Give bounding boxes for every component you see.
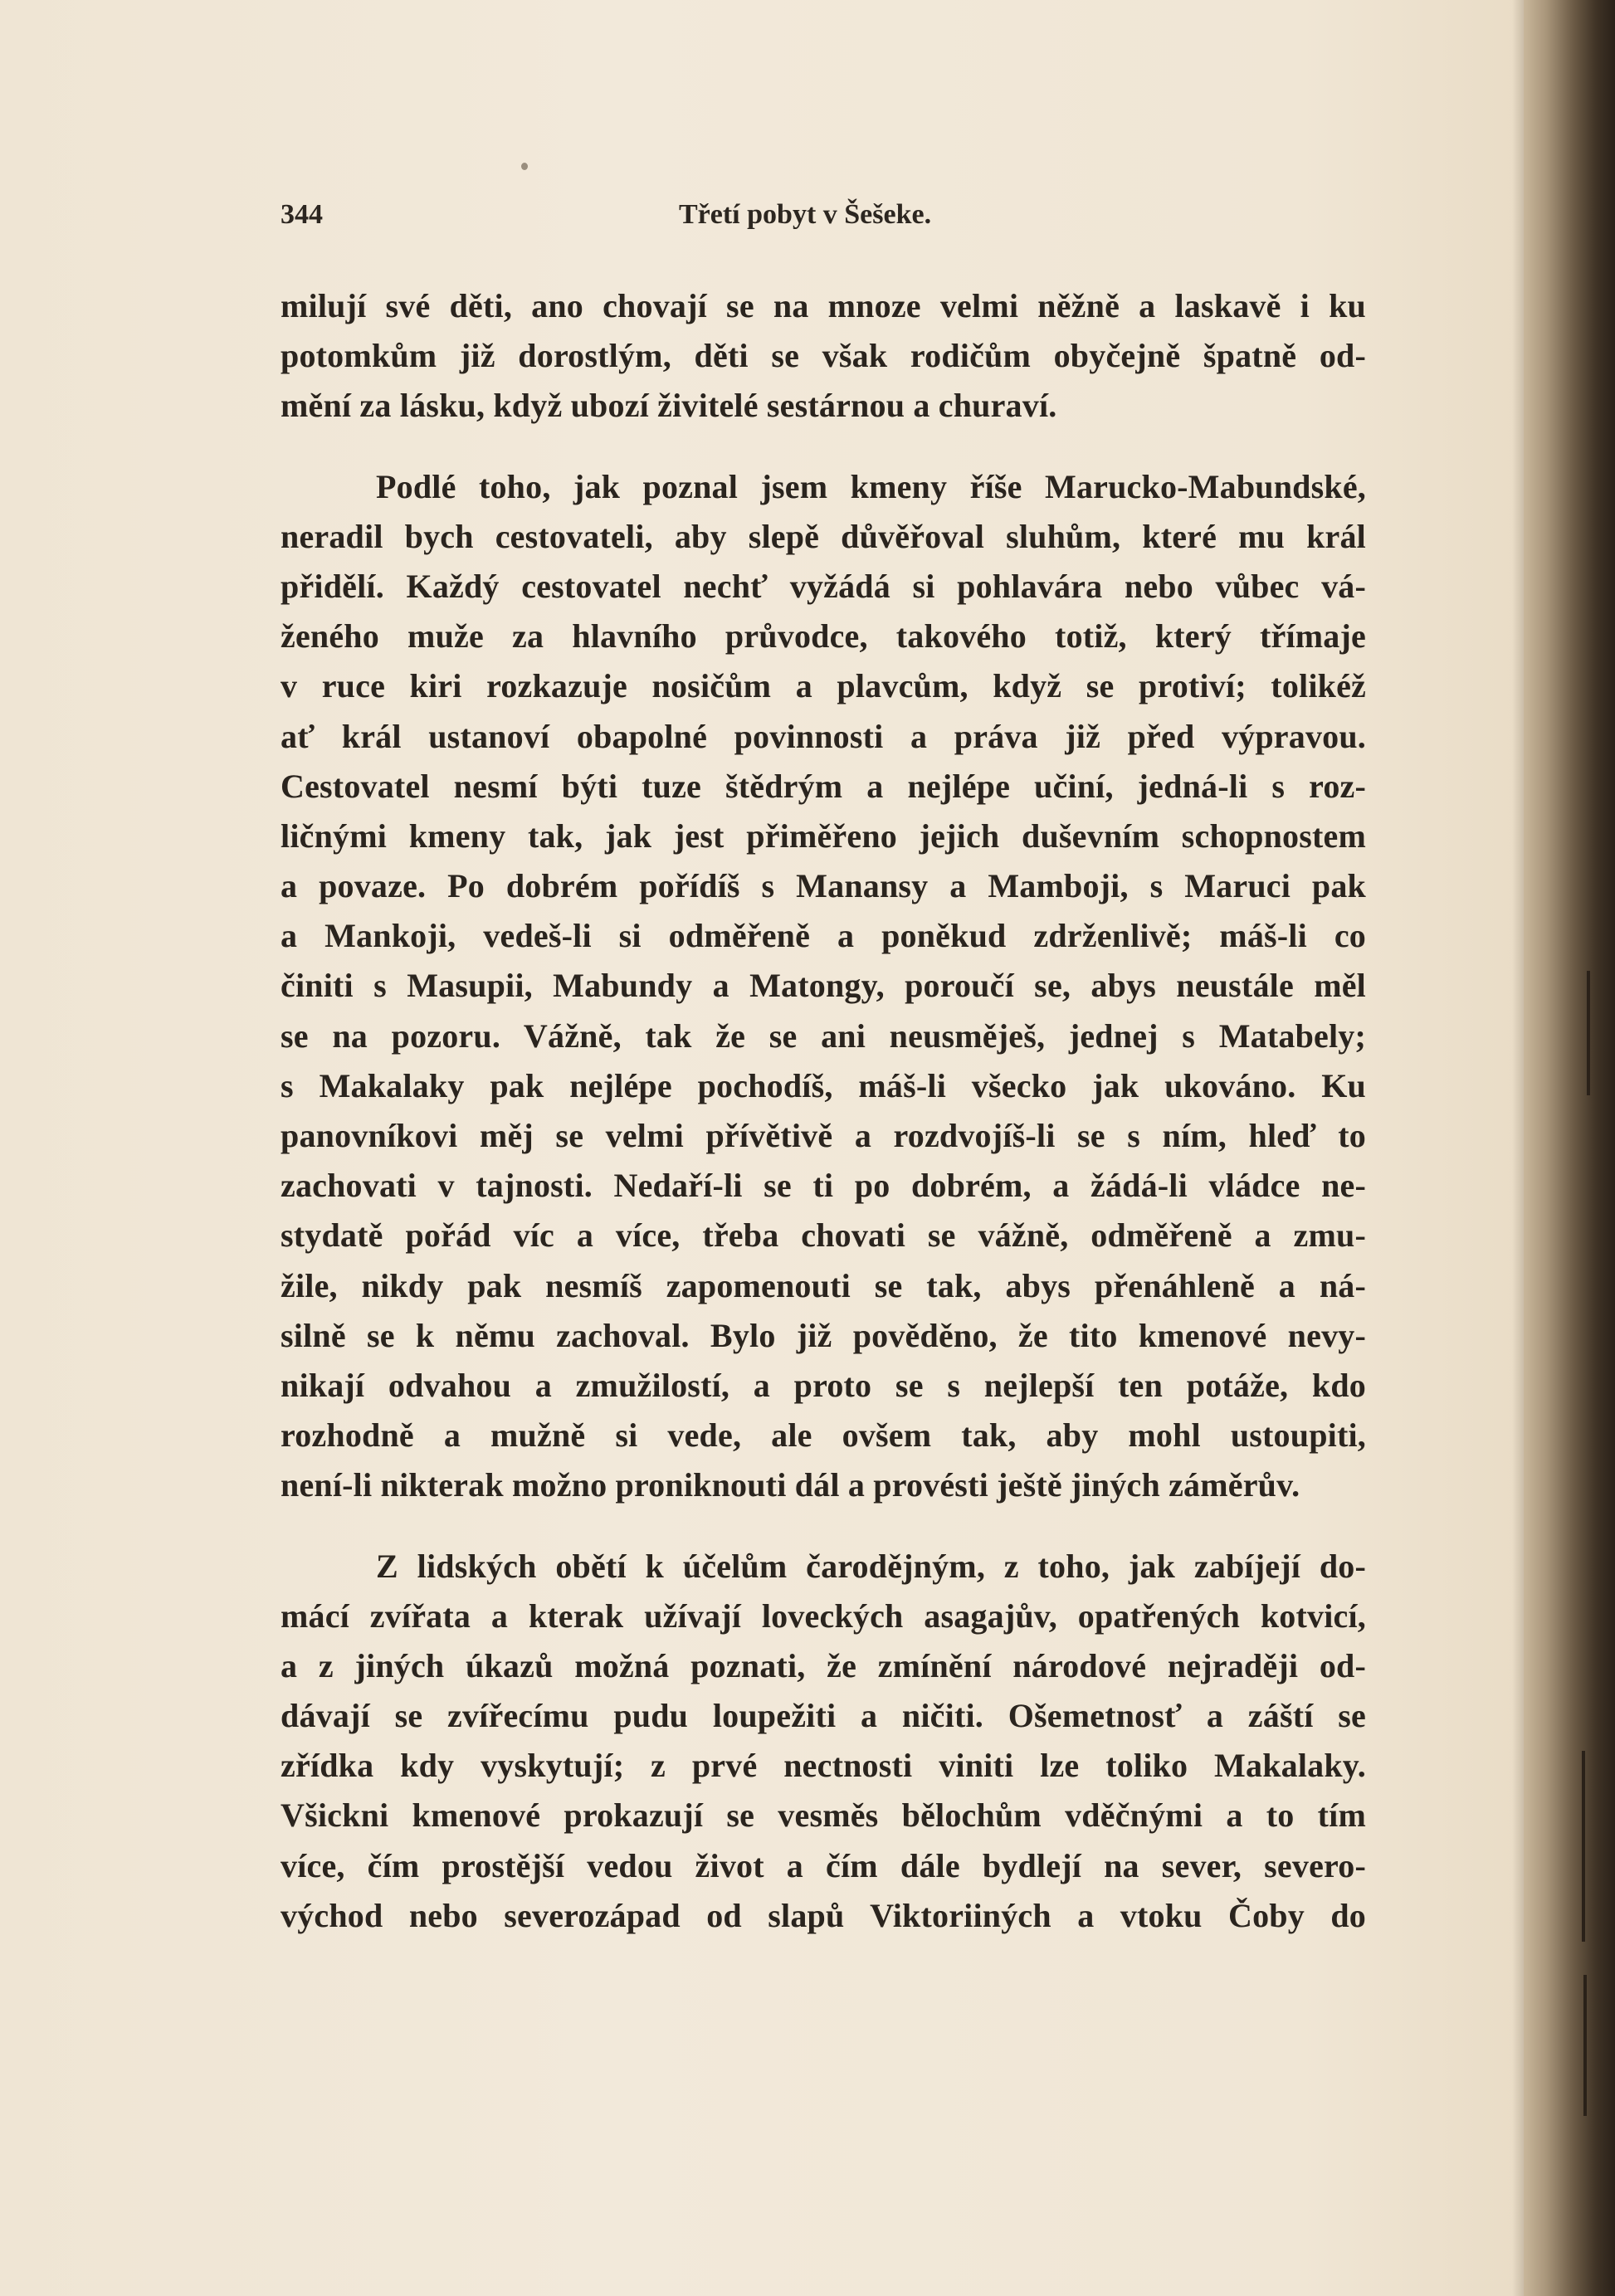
text-line: se na pozoru. Vážně, tak že se ani neusměješ, jednej s Matabely; — [281, 1016, 1366, 1055]
text-line: Podlé toho, jak poznal jsem kmeny říše Marucko-Mabundské, — [376, 467, 1366, 505]
text-line: zřídka kdy vyskytují; z prvé nectnosti viniti lze toliko Makalaky. — [281, 1747, 1366, 1785]
text-line: ženého muže za hlavního průvodce, takového totiž, který třímaje — [281, 617, 1366, 656]
text-line: přidělí. Každý cestovatel nechť vyžádá si pohlavára nebo vůbec vá- — [281, 567, 1366, 605]
text-line: není-li nikterak možno proniknouti dál a provésti ještě jiných záměrův. — [281, 1466, 1300, 1504]
page-number: 344 — [281, 199, 323, 230]
running-head: Třetí pobyt v Šešeke. — [679, 199, 932, 230]
text-line: mění za lásku, když ubozí živitelé sestárnou a churaví. — [281, 387, 1057, 425]
text-line: ličnými kmeny tak, jak jest přiměřeno jejich duševním schopnostem — [281, 817, 1366, 855]
paragraph-gap — [281, 1511, 1366, 1542]
page-header — [281, 199, 1368, 236]
text-line: v ruce kiri rozkazuje nosičům a plavcům, když se protiví; tolikéž — [281, 667, 1366, 705]
text-line: mácí zvířata a kterak užívají loveckých asagajův, opatřených kotvicí, — [281, 1596, 1366, 1635]
text-line: rozhodně a mužně si vede, ale ovšem tak, aby mohl ustoupiti, — [281, 1416, 1366, 1455]
text-line: milují své děti, ano chovají se na mnoze velmi něžně a laskavě i ku — [281, 287, 1366, 324]
text-line: neradil bych cestovateli, aby slepě důvěřoval sluhům, které mu král — [281, 517, 1366, 555]
text-line: stydatě pořád víc a více, třeba chovati se vážně, odměřeně a zmu- — [281, 1216, 1366, 1255]
book-spine — [1524, 0, 1615, 2296]
text-line: panovníkovi měj se velmi přívětivě a rozdvojíš-li se s ním, hleď to — [281, 1117, 1366, 1154]
ink-speck — [521, 163, 528, 170]
text-line: Cestovatel nesmí býti tuze štědrým a nejlépe učiní, jedná-li s roz- — [281, 767, 1366, 805]
text-line: nikají odvahou a zmužilostí, a proto se s nejlepší ten potáže, kdo — [281, 1366, 1366, 1404]
text-line: potomkům již dorostlým, děti se však rodičům obyčejně špatně od- — [281, 337, 1366, 375]
text-line: dávají se zvířecímu pudu loupežiti a ničiti. Ošemetnosť a záští se — [281, 1697, 1366, 1735]
text-line: Všickni kmenové prokazují se vesměs bělochům vděčnými a to tím — [281, 1796, 1366, 1835]
text-line: žile, nikdy pak nesmíš zapomenouti se tak, abys přenáhleně a ná- — [281, 1266, 1366, 1304]
margin-line — [1582, 1751, 1585, 1942]
margin-line — [1587, 971, 1590, 1095]
text-line: Z lidských obětí k účelům čarodějným, z toho, jak zabíjejí do- — [376, 1547, 1366, 1585]
paragraph-gap — [281, 431, 1366, 462]
text-line: zachovati v tajnosti. Nedaří-li se ti po dobrém, a žádá-li vládce ne- — [281, 1167, 1366, 1205]
text-line: s Makalaky pak nejlépe pochodíš, máš-li všecko jak ukováno. Ku — [281, 1066, 1366, 1104]
text-line: a povaze. Po dobrém pořídíš s Manansy a Mamboji, s Maruci pak — [281, 867, 1366, 905]
text-line: a Mankoji, vedeš-li si odměřeně a poněkud zdrženlivě; máš-li co — [281, 917, 1366, 955]
text-line: východ nebo severozápad od slapů Viktoriiných a vtoku Čoby do — [281, 1896, 1366, 1934]
text-line: ať král ustanoví obapolné povinnosti a práva již před výpravou. — [281, 717, 1366, 755]
text-line: více, čím prostější vedou život a čím dále bydlejí na sever, severo- — [281, 1846, 1366, 1884]
margin-line — [1583, 1975, 1587, 2116]
body-text — [281, 281, 1366, 1941]
text-line: činiti s Masupii, Mabundy a Matongy, poroučí se, abys neustále měl — [281, 967, 1366, 1005]
text-line: a z jiných úkazů možná poznati, že zmínění národové nejraději od- — [281, 1646, 1366, 1684]
text-line: silně se k němu zachoval. Bylo již pověděno, že tito kmenové nevy- — [281, 1316, 1366, 1354]
